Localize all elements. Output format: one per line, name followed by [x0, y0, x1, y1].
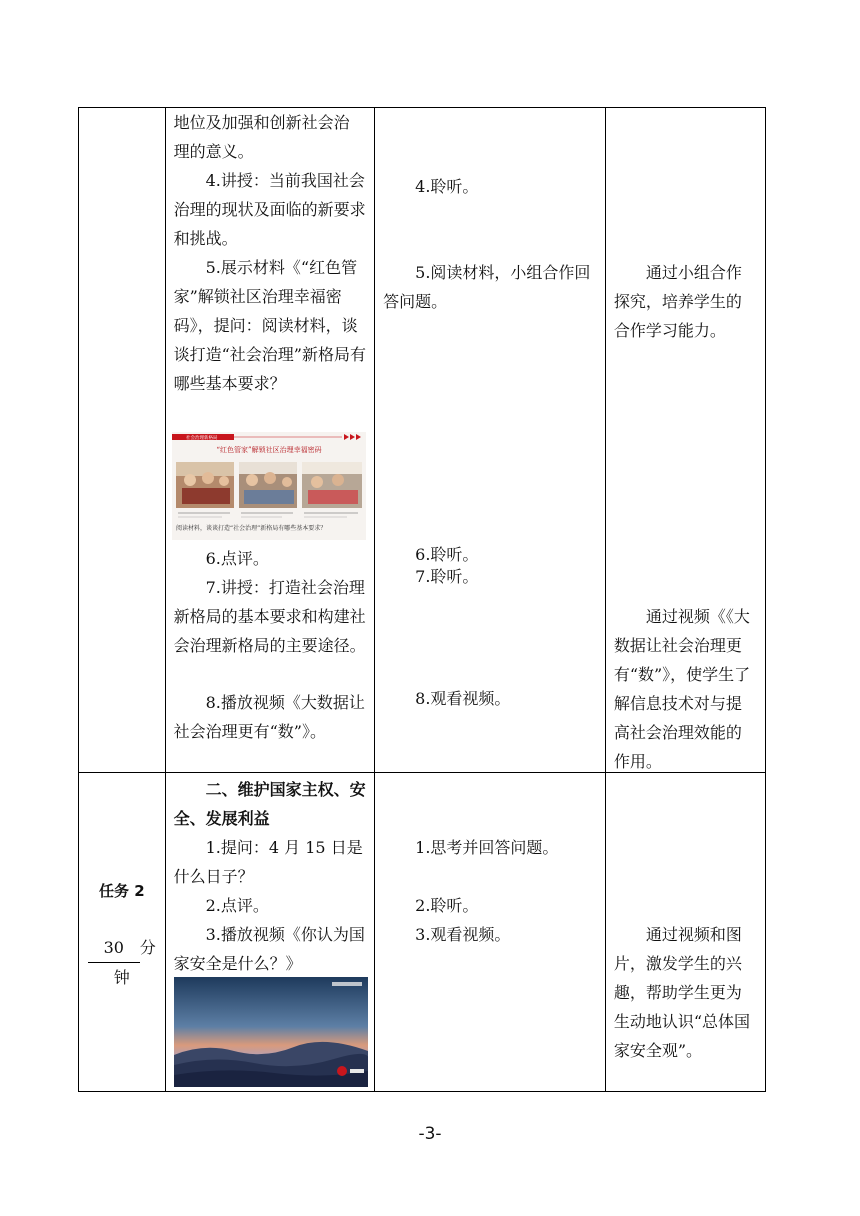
design-intent-2: 通过视频《《大数据让社会治理更有“数”》，使学生了解信息技术对与提高社会治理效能的作用。 [613, 607, 751, 771]
student-step-6: 6.聆听。 [415, 545, 479, 564]
teacher-activity-cell [165, 108, 375, 773]
table-row [79, 773, 766, 1092]
teacher-step-5: 5.展示材料《“红色管家”解锁社区治理幸福密码》，提问：阅读材料，谈谈打造“社会治理”新格局有哪些基本要求？ [173, 258, 366, 393]
material-slide-image [172, 432, 366, 540]
teacher-step-1: 1.提问：4 月 15 日是什么日子？ [173, 838, 363, 886]
teacher-step-8: 8.播放视频《大数据让社会治理更有“数”》。 [173, 693, 365, 741]
table-row [79, 108, 766, 773]
teacher-text-line: 理的意义。 [173, 142, 254, 161]
teacher-text-line: 地位及加强和创新社会治 [173, 113, 350, 132]
duration-value: 30 [88, 933, 140, 963]
slide-title: “红色管家”解锁社区治理幸福密码 [216, 446, 322, 454]
student-activity-cell [375, 108, 606, 773]
design-intent-cell [605, 773, 765, 1092]
duration-unit: 分 [139, 938, 156, 957]
teacher-step-3: 3.播放视频《你认为国家安全是什么？》 [173, 925, 365, 973]
task-label: 任务 2 [98, 882, 145, 900]
lesson-plan-table [78, 107, 766, 1092]
teacher-step-6: 6.点评。 [205, 549, 269, 568]
design-intent-1: 通过小组合作探究，培养学生的合作学习能力。 [613, 263, 742, 340]
section-title: 二、维护国家主权、安全、发展利益 [173, 780, 366, 828]
student-step-1: 1.思考并回答问题。 [415, 838, 559, 857]
teacher-step-7: 7.讲授：打造社会治理新格局的基本要求和构建社会治理新格局的主要途径。 [173, 578, 366, 655]
video-thumbnail-image [174, 977, 368, 1087]
task-cell [79, 773, 166, 1092]
student-step-3: 3.观看视频。 [415, 925, 511, 944]
design-intent: 通过视频和图片，激发学生的兴趣，帮助学生更为生动地认识“总体国家安全观”。 [613, 925, 750, 1060]
design-intent-cell [605, 108, 765, 773]
student-step-4: 4.聆听。 [415, 177, 479, 196]
duration-unit-line2: 钟 [113, 968, 130, 987]
teacher-activity-cell [165, 773, 375, 1092]
task-duration [79, 933, 165, 963]
student-step-7: 7.聆听。 [415, 567, 479, 586]
student-step-5: 5.阅读材料，小组合作回答问题。 [383, 263, 591, 311]
student-step-8: 8.观看视频。 [415, 689, 511, 708]
student-step-2: 2.聆听。 [415, 896, 479, 915]
teacher-step-2: 2.点评。 [205, 896, 269, 915]
slide-question: 阅读材料，谈谈打造“社会治理”新格局有哪些基本要求？ [175, 525, 326, 532]
teacher-step-4: 4.讲授：当前我国社会治理的现状及面临的新要求和挑战。 [173, 171, 366, 248]
student-activity-cell [375, 773, 606, 1092]
slide-header-tag: 社会治理新格局 [185, 436, 218, 441]
page-number: -3- [418, 1124, 442, 1144]
task-cell-empty [79, 108, 166, 773]
